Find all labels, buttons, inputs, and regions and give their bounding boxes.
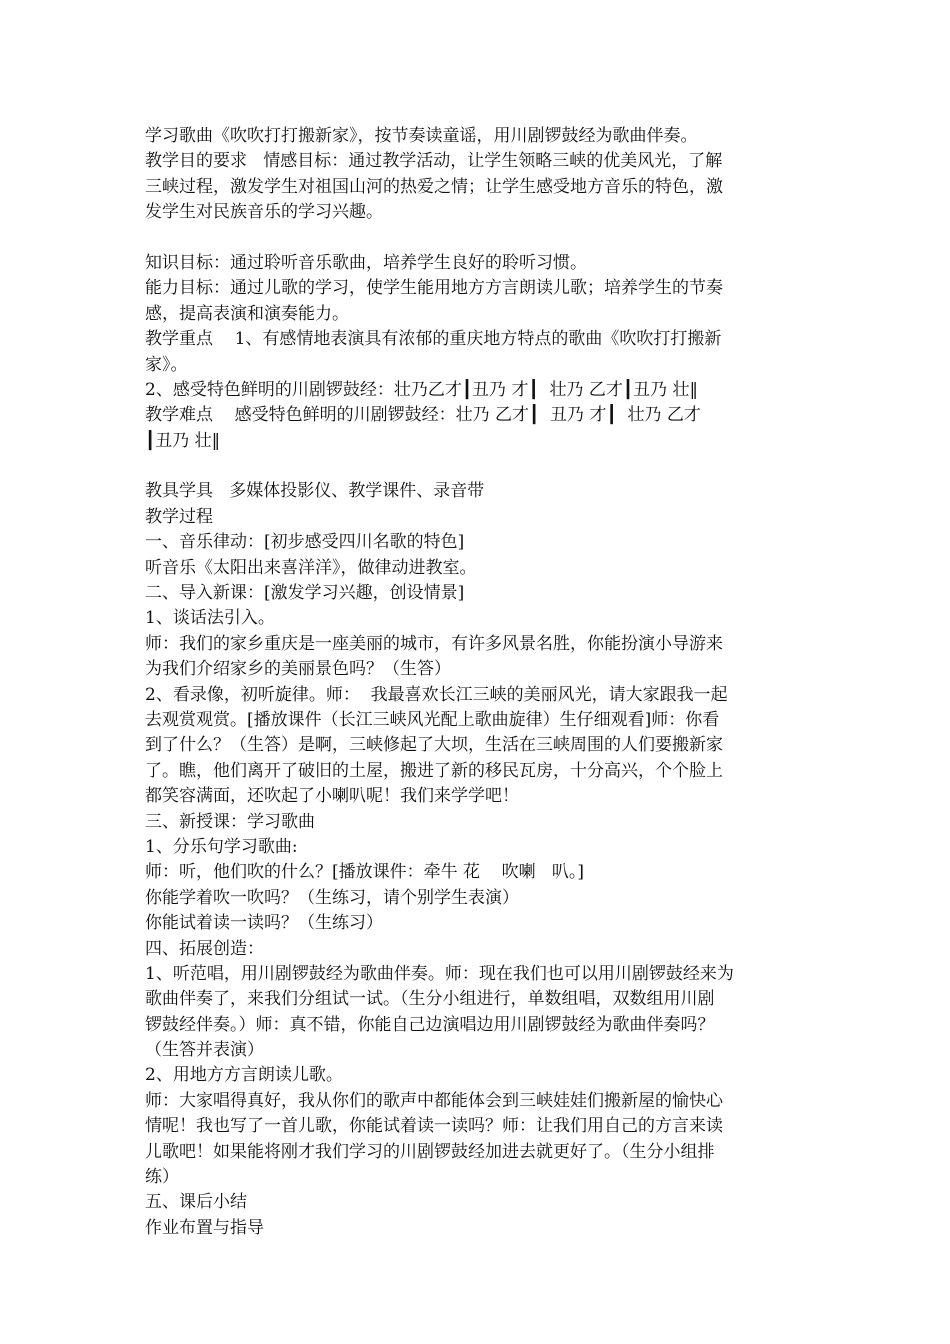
text-line: 教学过程 bbox=[145, 506, 213, 527]
text-line: 能力目标：通过儿歌的学习，使学生能用地方方言朗读儿歌；培养学生的节奏 bbox=[145, 278, 723, 299]
text-line: 你能试着读一读吗？（生练习） bbox=[145, 913, 383, 934]
text-line: 锣鼓经伴奏。）师：真不错，你能自己边演唱边用川剧锣鼓经为歌曲伴奏吗？ bbox=[145, 1014, 715, 1035]
text-line: 作业布置与指导 bbox=[145, 1217, 264, 1238]
text-line: 三峡过程，激发学生对祖国山河的热爱之情；让学生感受地方音乐的特色，激 bbox=[145, 176, 723, 197]
text-line: 学习歌曲《吹吹打打搬新家》，按节奏读童谣，用川剧锣鼓经为歌曲伴奏。 bbox=[145, 126, 698, 146]
text-line: 师：我们的家乡重庆是一座美丽的城市，有许多风景名胜，你能扮演小导游来 bbox=[145, 633, 723, 654]
text-line: 2、用地方方言朗读儿歌。 bbox=[145, 1065, 343, 1086]
text-line: 都笑容满面，还吹起了小喇叭呢！我们来学学吧！ bbox=[145, 786, 519, 807]
document-body bbox=[145, 124, 810, 1241]
text-line: 五、课后小结 bbox=[145, 1192, 247, 1213]
text-line: 一、音乐律动：[初步感受四川名歌的特色] bbox=[145, 532, 465, 553]
text-line: 情呢！我也写了一首儿歌，你能试着读一读吗？师：让我们用自己的方言来读 bbox=[145, 1116, 723, 1137]
text-line: 为我们介绍家乡的美丽景色吗？（生答） bbox=[145, 659, 451, 680]
text-line: 2、看录像，初听旋律。师： 我最喜欢长江三峡的美丽风光，请大家跟我一起 bbox=[145, 684, 728, 705]
text-line: 发学生对民族音乐的学习兴趣。 bbox=[145, 202, 383, 223]
blank-line bbox=[145, 226, 810, 251]
text-line: 歌曲伴奏了，来我们分组试一试。（生分小组进行，单数组唱，双数组用川剧 bbox=[145, 989, 715, 1010]
blank-line bbox=[145, 454, 810, 479]
text-line: 去观赏观赏。[播放课件（长江三峡风光配上歌曲旋律）生仔细观看]师：你看 bbox=[145, 709, 720, 730]
text-line: 教学重点 1、有感情地表演具有浓郁的重庆地方特点的歌曲《吹吹打打搬新 bbox=[145, 329, 722, 350]
text-line: 听音乐《太阳出来喜洋洋》，做律动进教室。 bbox=[145, 557, 477, 578]
text-line: ┃丑乃 壮‖ bbox=[145, 430, 221, 451]
text-line: 1、听范唱，用川剧锣鼓经为歌曲伴奏。师：现在我们也可以用川剧锣鼓经来为 bbox=[145, 963, 734, 984]
text-line: 1、谈话法引入。 bbox=[145, 608, 275, 629]
text-line: 三、新授课：学习歌曲 bbox=[145, 811, 315, 832]
text-line: 2、感受特色鲜明的川剧锣鼓经：壮乃乙才┃丑乃 才┃ 壮乃 乙才┃丑乃 壮‖ bbox=[145, 379, 699, 400]
text-line: 了。瞧，他们离开了破旧的土屋，搬进了新的移民瓦房，十分高兴，个个脸上 bbox=[145, 760, 723, 781]
text-line: 师：大家唱得真好，我从你们的歌声中都能体会到三峡娃娃们搬新屋的愉快心 bbox=[145, 1090, 723, 1111]
text-line: 知识目标：通过聆听音乐歌曲，培养学生良好的聆听习惯。 bbox=[145, 252, 587, 273]
text-line: 1、分乐句学习歌曲: bbox=[145, 836, 298, 857]
text-line: 感，提高表演和演奏能力。 bbox=[145, 303, 349, 324]
text-line: 教学难点 感受特色鲜明的川剧锣鼓经：壮乃 乙才┃ 丑乃 才┃ 壮乃 乙才 bbox=[145, 405, 701, 426]
text-line: 家》。 bbox=[145, 354, 188, 375]
text-line: 儿歌吧！如果能将刚才我们学习的川剧锣鼓经加进去就更好了。（生分小组排 bbox=[145, 1141, 715, 1162]
text-line: 四、拓展创造： bbox=[145, 938, 264, 959]
text-line: 教学目的要求 情感目标：通过教学活动，让学生领略三峡的优美风光，了解 bbox=[145, 151, 723, 172]
text-line: 师：听，他们吹的什么？[播放课件：牵牛 花 吹喇 叭。] bbox=[145, 862, 584, 883]
text-line: 教具学具 多媒体投影仪、教学课件、录音带 bbox=[145, 481, 485, 502]
text-line: 练） bbox=[145, 1167, 179, 1188]
text-line: 你能学着吹一吹吗？（生练习，请个别学生表演） bbox=[145, 887, 519, 908]
text-line: 到了什么？（生答）是啊，三峡修起了大坝，生活在三峡周围的人们要搬新家 bbox=[145, 735, 723, 756]
text-line: （生答并表演） bbox=[145, 1040, 264, 1061]
text-line: 二、导入新课：[激发学习兴趣，创设情景] bbox=[145, 583, 465, 604]
